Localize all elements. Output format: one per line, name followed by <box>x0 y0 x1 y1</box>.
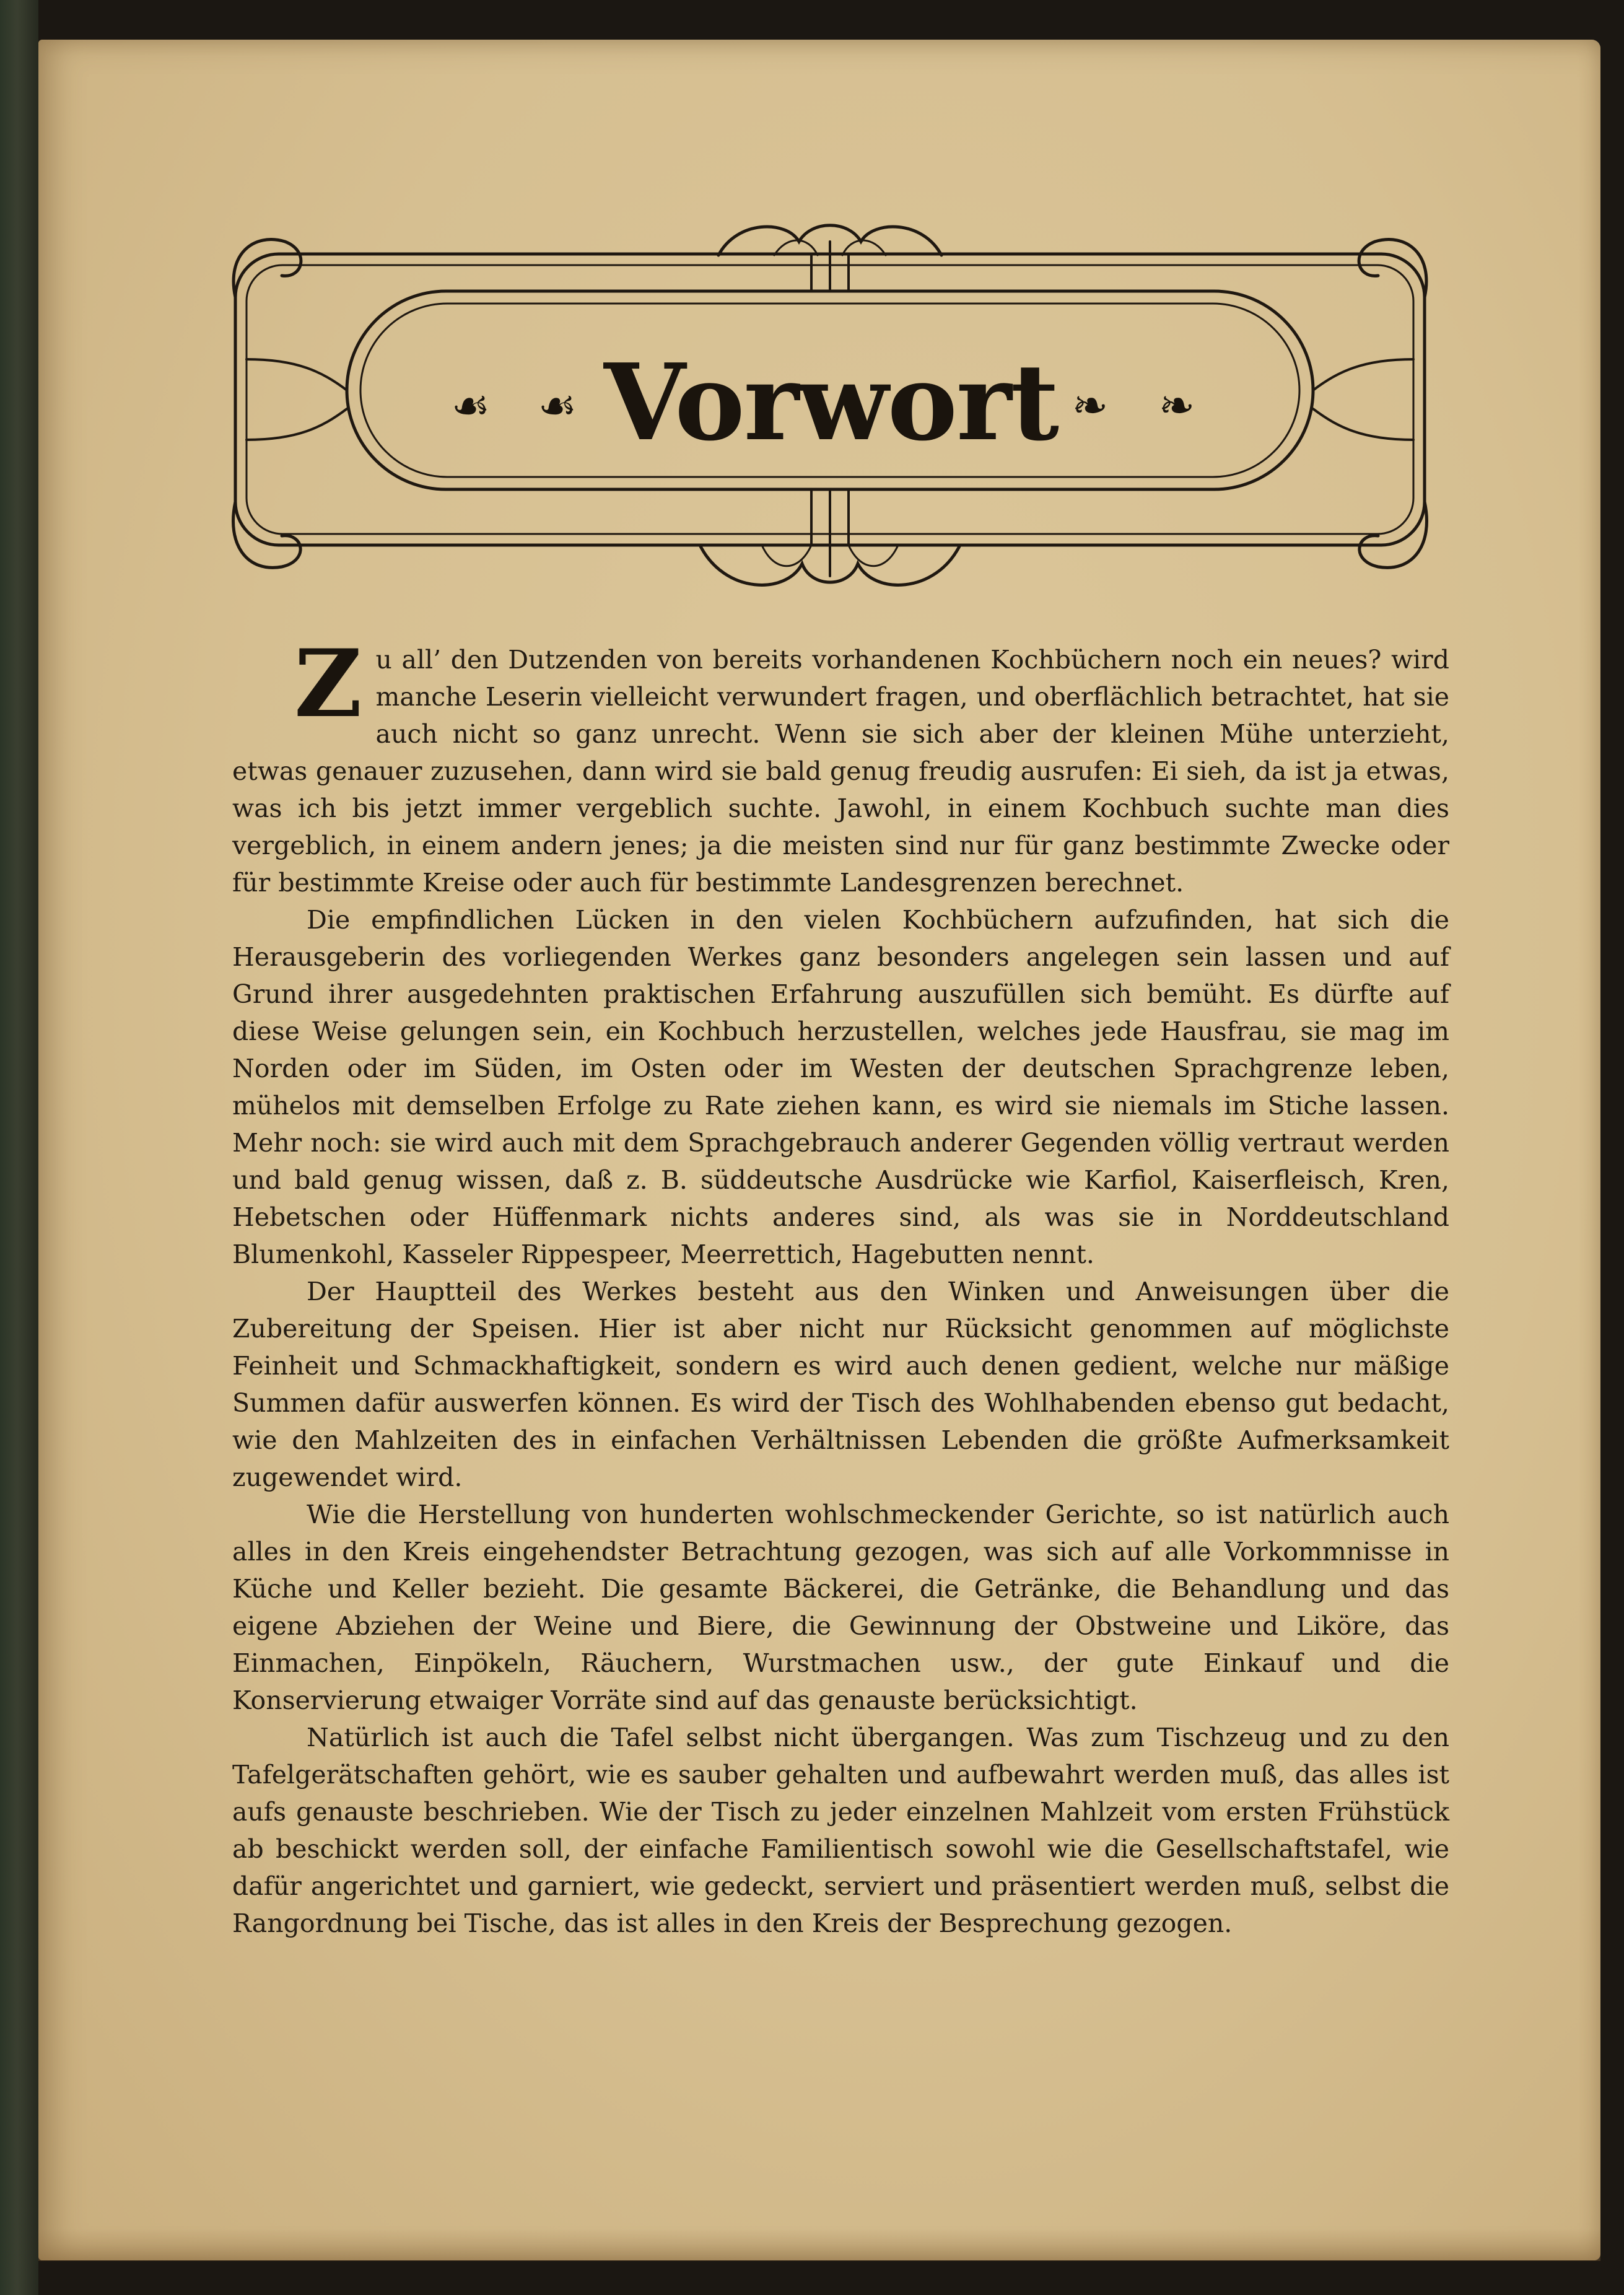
right-connector-lower <box>1313 409 1413 440</box>
book-spine-edge <box>0 0 38 2295</box>
corner-scroll-bottom-right <box>1360 502 1427 567</box>
ornament-right-inner-icon: ❧ <box>1072 380 1109 431</box>
page-title: Vorwort <box>604 341 1059 465</box>
corner-scroll-bottom-left <box>234 502 301 567</box>
top-center-lines <box>811 242 849 291</box>
right-connector <box>1313 359 1413 390</box>
ornament-left-outer-icon: ☙ <box>451 380 491 431</box>
left-connector-lower <box>247 409 347 440</box>
drop-cap: Z <box>294 629 362 738</box>
preface-body <box>232 629 1449 2060</box>
paragraph-3: Der Hauptteil des Werkes besteht aus den Winken und Anweisungen über die Zubereitung der Speisen. Hier ist aber nicht nur Rücksicht genommen auf möglichste Feinheit und Schmackhaftigkeit, sondern es wird auch denen gedient, welche nur mäßige Summen dafür auswerfen können. Es wird der Tisch des Wohlhabenden ebenso gut bedacht, wie den Mahlzeiten des in einfachen Verhältnissen Lebenden die größte Aufmerksamkeit zugewendet wird. <box>232 1277 1449 1492</box>
page-bottom-shadow <box>38 2229 1600 2261</box>
paragraph-5: Natürlich ist auch die Tafel selbst nicht übergangen. Was zum Tischzeug und zu den Tafelgerätschaften gehört, wie es sauber gehalten und aufbewahrt werden muß, das alles ist aufs genauste beschrieben. Wie der Tisch zu jeder einzelnen Mahlzeit vom ersten Frühstück ab beschickt werden soll, der einfache Familientisch sowohl wie die Gesellschaftstafel, wie dafür angerichtet und garniert, wie gedeckt, serviert und präsentiert werden muß, selbst die Rangordnung bei Tische, das ist alles in den Kreis der Besprechung gezogen. <box>232 1723 1449 1938</box>
bottom-center-lines <box>811 489 849 576</box>
paragraph-1-text: u all’ den Dutzenden von bereits vorhandenen Kochbüchern noch ein neues? wird manche Leserin vielleicht verwundert fragen, und oberflächlich betrachtet, hat sie auch nicht so ganz unrecht. Wenn sie sich aber der kleinen Mühe unterzieht, etwas genauer zuzusehen, dann wird sie bald genug freudig ausrufen: Ei sieh, da ist ja etwas, was ich bis jetzt immer vergeblich suchte. Jawohl, in einem Kochbuch suchte man dies vergeblich, in einem andern jenes; ja die meisten sind nur für ganz bestimmte Zwecke oder für bestimmte Kreise oder auch für bestimmte Landesgrenzen berechnet. <box>232 645 1449 898</box>
left-connector <box>247 359 347 390</box>
paragraph-1 <box>232 629 1449 901</box>
ornament-left-inner-icon: ☙ <box>538 380 577 431</box>
ornament-right-outer-icon: ❧ <box>1158 380 1195 431</box>
paragraph-4: Wie die Herstellung von hunderten wohlschmeckender Gerichte, so ist natürlich auch alles in den Kreis eingehendster Betrachtung gezogen, was sich auf alle Vorkommnisse in Küche und Keller bezieht. Die gesamte Bäckerei, die Getränke, die Behandlung und das eigene Abziehen der Weine und Biere, die Gewinnung der Obstweine und Liköre, das Einmachen, Einpökeln, Räuchern, Wurstmachen usw., der gute Einkauf und die Konservierung etwaiger Vorräte sind auf das genauste berücksichtigt. <box>232 1500 1449 1715</box>
paragraph-2: Die empfindlichen Lücken in den vielen Kochbüchern aufzufinden, hat sich die Herausgeberin des vorliegenden Werkes ganz besonders angelegen sein lassen und auf Grund ihrer ausgedehnten praktischen Erfahrung auszufüllen sich bemüht. Es dürfte auf diese Weise gelungen sein, ein Kochbuch herzustellen, welches jede Hausfrau, sie mag im Norden oder im Süden, im Osten oder im Westen der deutschen Sprachgrenze leben, mühelos mit demselben Erfolge zu Rate ziehen kann, es wird sie niemals im Stiche lassen. Mehr noch: sie wird auch mit dem Sprachgebrauch anderer Gegenden völlig vertraut werden und bald genug wissen, daß z. B. süddeutsche Ausdrücke wie Karfiol, Kaiserfleisch, Kren, Hebetschen oder Hüffenmark nichts anderes sind, als was sie in Norddeutschland Blumenkohl, Kasseler Rippespeer, Meerrettich, Hagebutten nennt. <box>232 905 1449 1269</box>
